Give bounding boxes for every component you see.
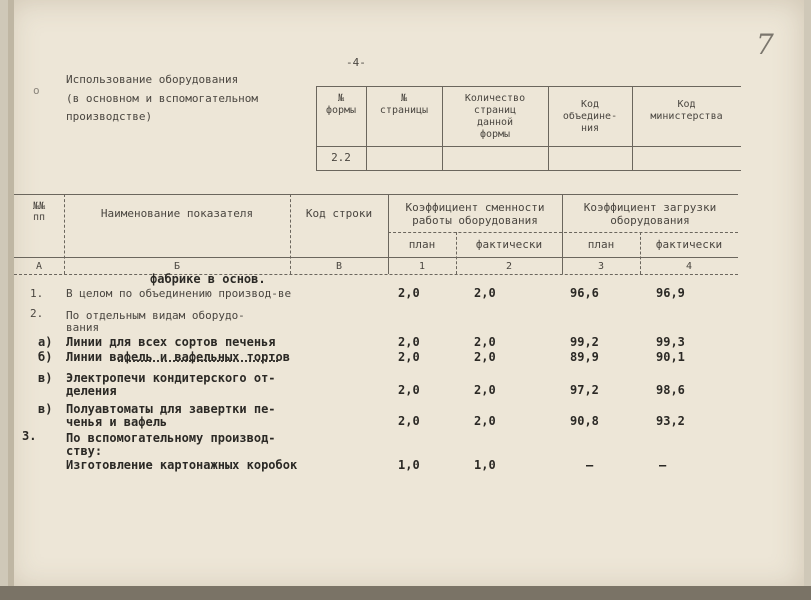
row-value: 2,0: [398, 286, 420, 300]
row-value: 90,8: [570, 414, 599, 428]
section-title-line-1: Использование оборудования: [66, 73, 239, 86]
row-value: 2,0: [474, 335, 496, 349]
letter-2: 2: [505, 261, 513, 272]
row-value: 1,0: [398, 458, 420, 472]
main-table-letters-line: [14, 274, 738, 275]
letter-1: 1: [418, 261, 426, 272]
form-header-count-4: формы: [479, 129, 511, 140]
row-name: Электропечи кондитерского от-: [66, 371, 276, 385]
row-num: а): [38, 335, 53, 349]
group2-header-2: оборудования: [610, 214, 690, 227]
form-header-count-2: страниц: [473, 105, 517, 116]
row-name: фабрике в основ.: [150, 272, 266, 286]
row-value: 2,0: [474, 383, 496, 397]
form-header-count-3: данной: [476, 117, 514, 128]
row-num: в): [38, 402, 53, 416]
row-value: 2,0: [398, 350, 420, 364]
row-value: 2,0: [474, 414, 496, 428]
row-value: 2,0: [474, 350, 496, 364]
letter-4: 4: [685, 261, 693, 272]
row-value: 96,6: [570, 286, 599, 300]
section-title-line-3: производстве): [66, 110, 153, 123]
row-value: 89,9: [570, 350, 599, 364]
binding-spine: [8, 0, 14, 590]
form-header-ministry-2: министерства: [650, 111, 723, 122]
row-value: –: [586, 458, 594, 472]
form-table-mid-line: [316, 146, 741, 147]
row-name: вания: [66, 321, 100, 334]
form-value-form-num: 2.2: [331, 151, 351, 164]
form-header-union-1: Код: [580, 99, 600, 110]
group1-header-1: Коэффициент сменности: [405, 201, 545, 214]
letter-a: А: [35, 261, 43, 272]
sub-plan-2: план: [587, 238, 615, 251]
sub-fact-2: фактически: [655, 238, 723, 251]
form-header-count-1: Количество: [464, 93, 526, 104]
form-header-page-2: страницы: [379, 105, 429, 116]
row-value: 93,2: [656, 414, 685, 428]
row-value: 2,0: [474, 286, 496, 300]
margin-mark: о: [33, 84, 40, 97]
row-name: Линии для всех сортов печенья: [66, 335, 276, 349]
row-name: ству:: [66, 444, 103, 458]
row-value: 90,1: [656, 350, 685, 364]
sub-fact-1: фактически: [475, 238, 543, 251]
row-value: 97,2: [570, 383, 599, 397]
row-name: В целом по объединению производ-ве: [66, 287, 292, 300]
row-value: 1,0: [474, 458, 496, 472]
main-table-subheader-line: [388, 232, 738, 233]
form-header-union-2: объедине-: [562, 111, 618, 122]
row-num: 1.: [30, 287, 44, 300]
row-value: –: [659, 458, 667, 472]
section-title-line-2: (в основном и вспомогательном: [66, 92, 259, 105]
row-value: 2,0: [398, 335, 420, 349]
row-name: Изготовление картонажных коробок: [66, 458, 298, 472]
form-table-top-line: [316, 86, 741, 87]
form-header-ministry-1: Код: [677, 99, 696, 110]
row-value: 96,9: [656, 286, 685, 300]
form-header-form-num-2: формы: [325, 105, 357, 116]
page-bottom-edge: [0, 586, 811, 600]
group2-header-1: Коэффициент загрузки: [583, 201, 717, 214]
row-name: Линии вафель и вафельных тортов: [66, 350, 290, 364]
form-header-page-1: №: [400, 93, 408, 104]
row-value: 2,0: [398, 383, 420, 397]
form-header-form-num-1: №: [337, 93, 345, 104]
col-code-header: Код строки: [305, 207, 373, 220]
letter-3: 3: [597, 261, 605, 272]
archive-page-mark: 7: [756, 28, 774, 61]
col-name-header: Наименование показателя: [100, 207, 254, 220]
row-name: По вспомогательному производ-: [66, 431, 276, 445]
row-name: По отдельным видам оборудо-: [66, 309, 245, 322]
row-value: 2,0: [398, 414, 420, 428]
col-num-header-2: пп: [32, 212, 46, 223]
col-num-header-1: №№: [32, 201, 46, 212]
row-num: 3.: [22, 429, 37, 443]
row-num: б): [38, 350, 53, 364]
row-name: ченья и вафель: [66, 415, 168, 429]
sub-plan-1: план: [408, 238, 436, 251]
page-number: -4-: [346, 56, 366, 69]
form-header-union-3: ния: [580, 123, 600, 134]
row-value: 99,3: [656, 335, 685, 349]
row-name: Полуавтоматы для завертки пе-: [66, 402, 276, 416]
row-num: в): [38, 371, 53, 385]
group1-header-2: работы оборудования: [412, 214, 538, 227]
letter-v: В: [335, 261, 343, 272]
main-table-header-bottom-line: [14, 257, 738, 258]
row-num: 2.: [30, 307, 44, 320]
row-name: деления: [66, 384, 117, 398]
form-table-bottom-line: [316, 170, 741, 171]
main-table-top-line: [14, 194, 738, 195]
row-value: 99,2: [570, 335, 599, 349]
letter-b: Б: [173, 261, 181, 272]
dotted-underline: [118, 360, 278, 362]
row-value: 98,6: [656, 383, 685, 397]
